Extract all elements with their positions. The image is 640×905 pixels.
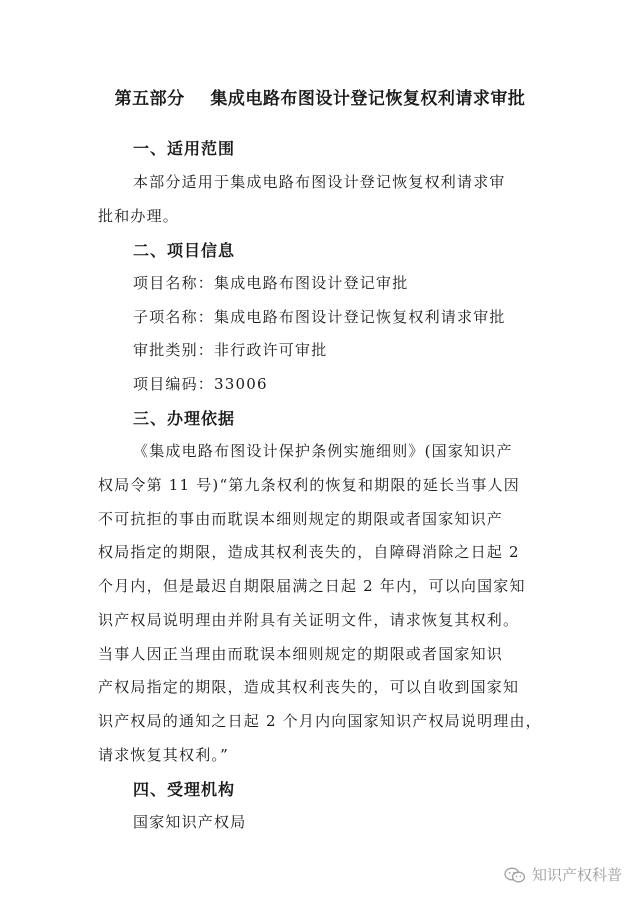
- project-code-line: 项目编码：33006: [133, 375, 268, 393]
- approval-category-line: 审批类别：非行政许可审批: [133, 341, 328, 359]
- paragraph-line: 识产权局的通知之日起 2 个月内向国家知识产权局说明理由，: [98, 712, 542, 730]
- section-heading-agency: 四、受理机构: [133, 780, 236, 799]
- paragraph-line: 识产权局说明理由并附具有关证明文件，请求恢复其权利。: [98, 611, 520, 629]
- section-heading-basis: 三、办理依据: [133, 409, 236, 428]
- section-heading-scope: 一、适用范围: [133, 139, 236, 158]
- document-title: 第五部分 集成电路布图设计登记恢复权利请求审批: [114, 89, 526, 109]
- subitem-name-line: 子项名称：集成电路布图设计登记恢复权利请求审批: [133, 308, 506, 326]
- paragraph-line: 请求恢复其权利。”: [98, 746, 229, 764]
- paragraph-line: 当事人因正当理由而耽误本细则规定的期限或者国家知识: [98, 645, 504, 663]
- paragraph-line: 批和办理。: [98, 207, 180, 225]
- paragraph-line: 权局令第 11 号)“第九条权利的恢复和期限的延长当事人因: [98, 476, 520, 494]
- paragraph-line: 本部分适用于集成电路布图设计登记恢复权利请求审: [133, 173, 506, 191]
- paragraph-line: 不可抗拒的事由而耽误本细则规定的期限或者国家知识产: [98, 510, 504, 528]
- watermark: [504, 864, 622, 885]
- watermark-text: 知识产权科普: [531, 866, 622, 884]
- paragraph-line: 权局指定的期限，造成其权利丧失的，自障碍消除之日起 2: [98, 543, 520, 561]
- project-name-line: 项目名称：集成电路布图设计登记审批: [133, 274, 409, 292]
- wechat-icon: [504, 866, 526, 884]
- paragraph-line: 个月内，但是最迟自期限届满之日起 2 年内，可以向国家知: [98, 577, 526, 595]
- paragraph-line: 产权局指定的期限，造成其权利丧失的，可以自收到国家知: [98, 678, 520, 696]
- agency-line: 国家知识产权局: [133, 813, 247, 831]
- paragraph-line: 《集成电路布图设计保护条例实施细则》(国家知识产: [133, 442, 513, 460]
- section-heading-project-info: 二、项目信息: [133, 241, 236, 260]
